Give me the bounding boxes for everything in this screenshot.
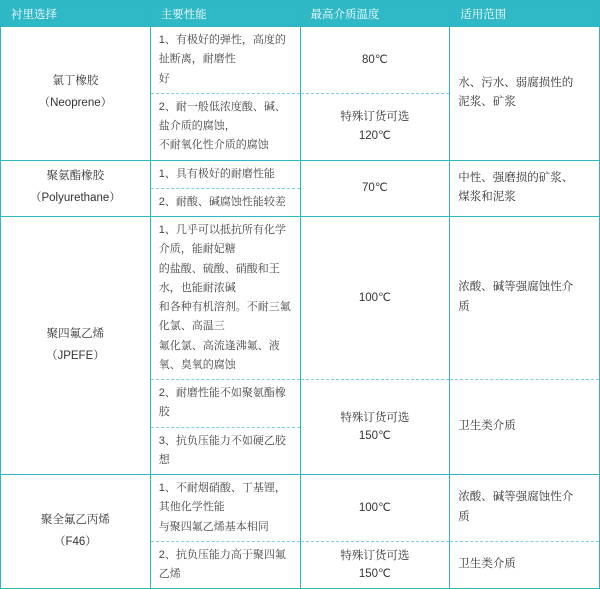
table-header-row [1,1,600,27]
performance-cell: 1、具有极好的耐磨性能 [150,160,300,188]
scope-cell: 卫生类介质 [450,541,600,589]
performance-cell: 2、抗负压能力高于聚四氟乙烯 [150,541,300,589]
performance-cell: 3、抗负压能力不如硬乙胶想 [150,427,300,475]
column-header-performance: 主要性能 [150,1,300,27]
liner-cell: 聚四氟乙烯 （JPEFE） [1,217,151,475]
table-row [1,27,600,94]
table-body [1,27,600,589]
scope-cell: 中性、强磨损的矿浆、 煤浆和泥浆 [450,160,600,217]
performance-cell: 2、耐磨性能不如聚氨酯橡胶 [150,380,300,428]
scope-cell: 卫生类介质 [450,380,600,475]
temperature-cell: 特殊订货可选 150℃ [300,380,450,475]
column-header-liner: 衬里选择 [1,1,151,27]
table-header [1,1,600,27]
table-row [1,160,600,188]
temperature-cell: 70℃ [300,160,450,217]
temperature-cell: 特殊订货可选 150℃ [300,541,450,589]
temperature-cell: 100℃ [300,217,450,380]
scope-cell: 浓酸、碱等强腐蚀性介 质 [450,217,600,380]
column-header-scope: 适用范围 [450,1,600,27]
column-header-temperature: 最高介质温度 [300,1,450,27]
temperature-cell: 100℃ [300,475,450,542]
temperature-cell: 特殊订货可选 120℃ [300,93,450,160]
liner-cell: 聚氨酯橡胶 （Polyurethane） [1,160,151,217]
performance-cell: 2、耐酸、碱腐蚀性能较差 [150,188,300,216]
performance-cell: 1、有极好的弹性，高度的扯断离，耐磨性 好 [150,27,300,94]
performance-cell: 1、不耐烟硝酸、丁基锂，其他化学性能 与聚四氟乙烯基本相同 [150,475,300,542]
table-row [1,475,600,542]
liner-cell: 聚全氟乙丙烯 （F46） [1,475,151,589]
temperature-cell: 80℃ [300,27,450,94]
performance-cell: 2、耐一般低浓度酸、碱、盐介质的腐蚀， 不耐氧化性介质的腐蚀 [150,93,300,160]
table-row [1,217,600,380]
liner-cell: 氯丁橡胶 （Neoprene） [1,27,151,161]
scope-cell: 浓酸、碱等强腐蚀性介 质 [450,475,600,542]
scope-cell: 水、污水、弱腐损性的 泥浆、矿浆 [450,27,600,161]
performance-cell: 1、几乎可以抵抗所有化学介质，能耐妃糖 的盐酸、硫酸、硝酸和王水，也能耐浓碱 和各种有机溶剂。不耐三氟化氯、高温三 氟化氯、高流逢沸氟、液氧、臭氧的腐蚀 [150,217,300,380]
